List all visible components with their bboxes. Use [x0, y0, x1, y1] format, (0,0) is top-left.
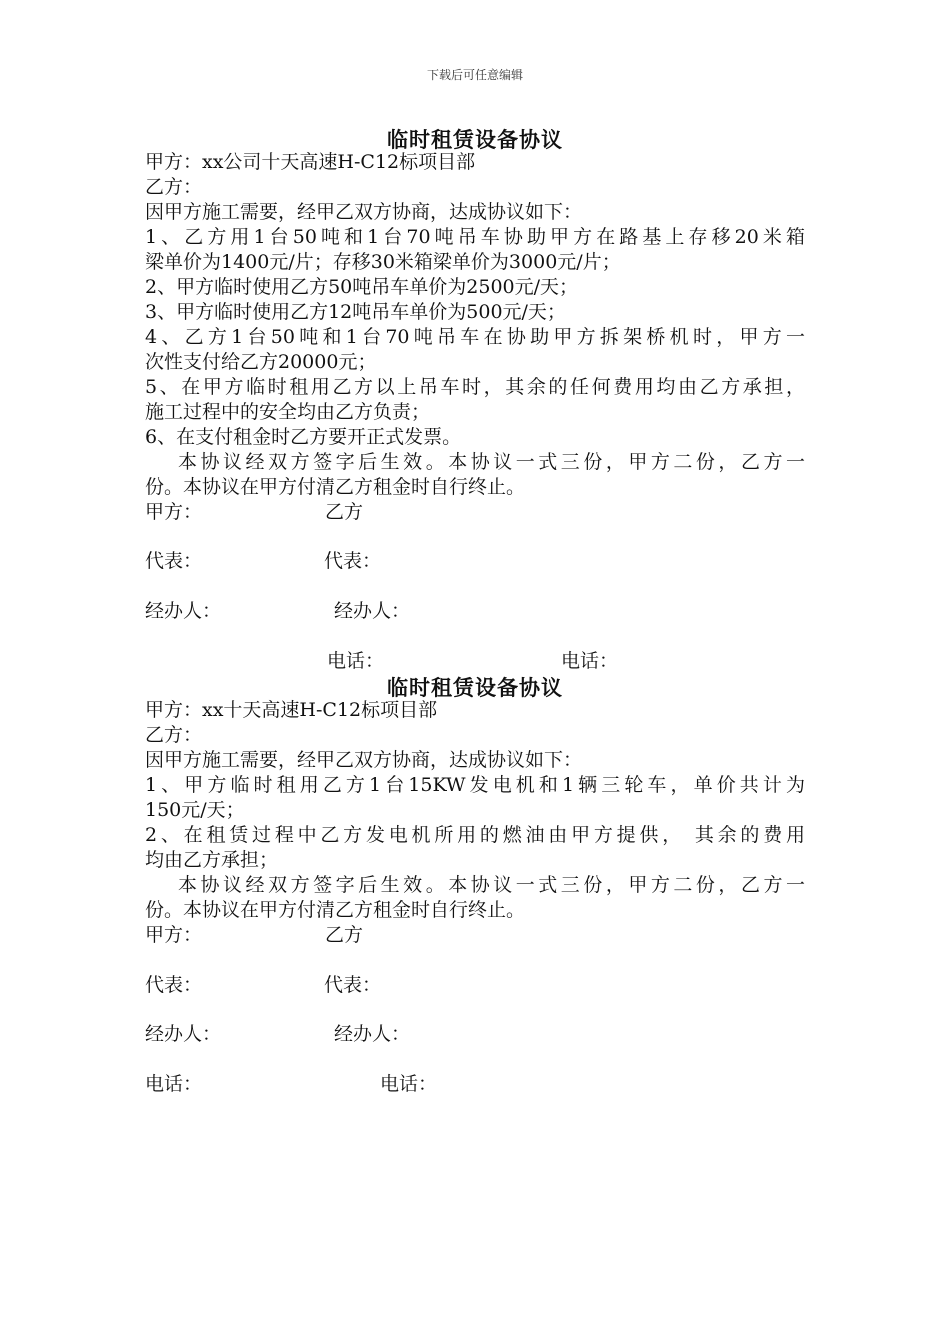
agreement-1-clause-5-line-1: 5、在甲方临时租用乙方以上吊车时，其余的任何费用均由乙方承担， [145, 376, 805, 398]
agreement-1-clause-4-line-2: 次性支付给乙方20000元； [145, 351, 377, 373]
agreement-1-party-b: 乙方： [145, 176, 203, 198]
agreement-2-clause-2-line-2: 均由乙方承担； [145, 849, 279, 871]
agreement-1-handler-b: 经办人： [334, 600, 411, 622]
agreement-1-clause-3: 3、甲方临时使用乙方12吨吊车单价为500元/天； [145, 301, 566, 323]
agreement-2-intro: 因甲方施工需要，经甲乙双方协商，达成协议如下： [145, 749, 583, 771]
agreement-2-sign-party-b: 乙方 [325, 924, 364, 946]
agreement-1-clause-6: 6、在支付租金时乙方要开正式发票。 [145, 426, 462, 448]
agreement-2-effect-line-1: 本协议经双方签字后生效。本协议一式三份，甲方二份，乙方一 [178, 874, 805, 896]
agreement-2-phone-b: 电话： [380, 1073, 438, 1095]
agreement-2-title: 临时租赁设备协议 [387, 675, 563, 700]
agreement-2-clause-1-line-2: 150元/天； [145, 799, 245, 821]
agreement-1-rep-b: 代表： [324, 550, 382, 572]
agreement-1-rep-a: 代表： [145, 550, 203, 572]
agreement-1-clause-2: 2、甲方临时使用乙方50吨吊车单价为2500元/天； [145, 276, 579, 298]
agreement-1-clause-4-line-1: 4、乙方1台50吨和1台70吨吊车在协助甲方拆架桥机时，甲方一 [145, 326, 805, 348]
agreement-1-party-a: 甲方：xx公司十天高速H-C12标项目部 [145, 151, 476, 173]
agreement-1-clause-1-line-1: 1、乙方用1台50吨和1台70吨吊车协助甲方在路基上存移20米箱 [145, 226, 805, 248]
agreement-2-rep-a: 代表： [145, 974, 203, 996]
agreement-2-sign-party-a: 甲方： [145, 924, 203, 946]
agreement-1-effect-line-2: 份。本协议在甲方付清乙方租金时自行终止。 [145, 476, 526, 498]
agreement-1-phone-b: 电话： [561, 650, 619, 672]
agreement-1-clause-5-line-2: 施工过程中的安全均由乙方负责； [145, 401, 431, 423]
page-header: 下载后可任意编辑 [426, 68, 523, 82]
agreement-1-clause-1-line-2: 梁单价为1400元/片；存移30米箱梁单价为3000元/片； [145, 251, 621, 273]
agreement-1-sign-party-a: 甲方： [145, 501, 203, 523]
agreement-1-intro: 因甲方施工需要，经甲乙双方协商，达成协议如下： [145, 201, 583, 223]
agreement-1-effect-line-1: 本协议经双方签字后生效。本协议一式三份，甲方二份，乙方一 [178, 451, 805, 473]
agreement-2-clause-1-line-1: 1、甲方临时租用乙方1台15KW发电机和1辆三轮车，单价共计为 [145, 774, 805, 796]
agreement-1-sign-party-b: 乙方 [325, 501, 364, 523]
agreement-2-clause-2-line-1: 2、在租赁过程中乙方发电机所用的燃油由甲方提供， 其余的费用 [145, 824, 805, 846]
agreement-2-handler-b: 经办人： [334, 1023, 411, 1045]
agreement-1-title: 临时租赁设备协议 [387, 127, 563, 152]
agreement-2-party-a: 甲方：xx十天高速H-C12标项目部 [145, 699, 438, 721]
agreement-2-effect-line-2: 份。本协议在甲方付清乙方租金时自行终止。 [145, 899, 526, 921]
agreement-2-rep-b: 代表： [324, 974, 382, 996]
agreement-2-phone-a: 电话： [145, 1073, 203, 1095]
agreement-1-handler-a: 经办人： [145, 600, 222, 622]
agreement-1-phone-a: 电话： [327, 650, 385, 672]
agreement-2-party-b: 乙方： [145, 724, 203, 746]
agreement-2-handler-a: 经办人： [145, 1023, 222, 1045]
